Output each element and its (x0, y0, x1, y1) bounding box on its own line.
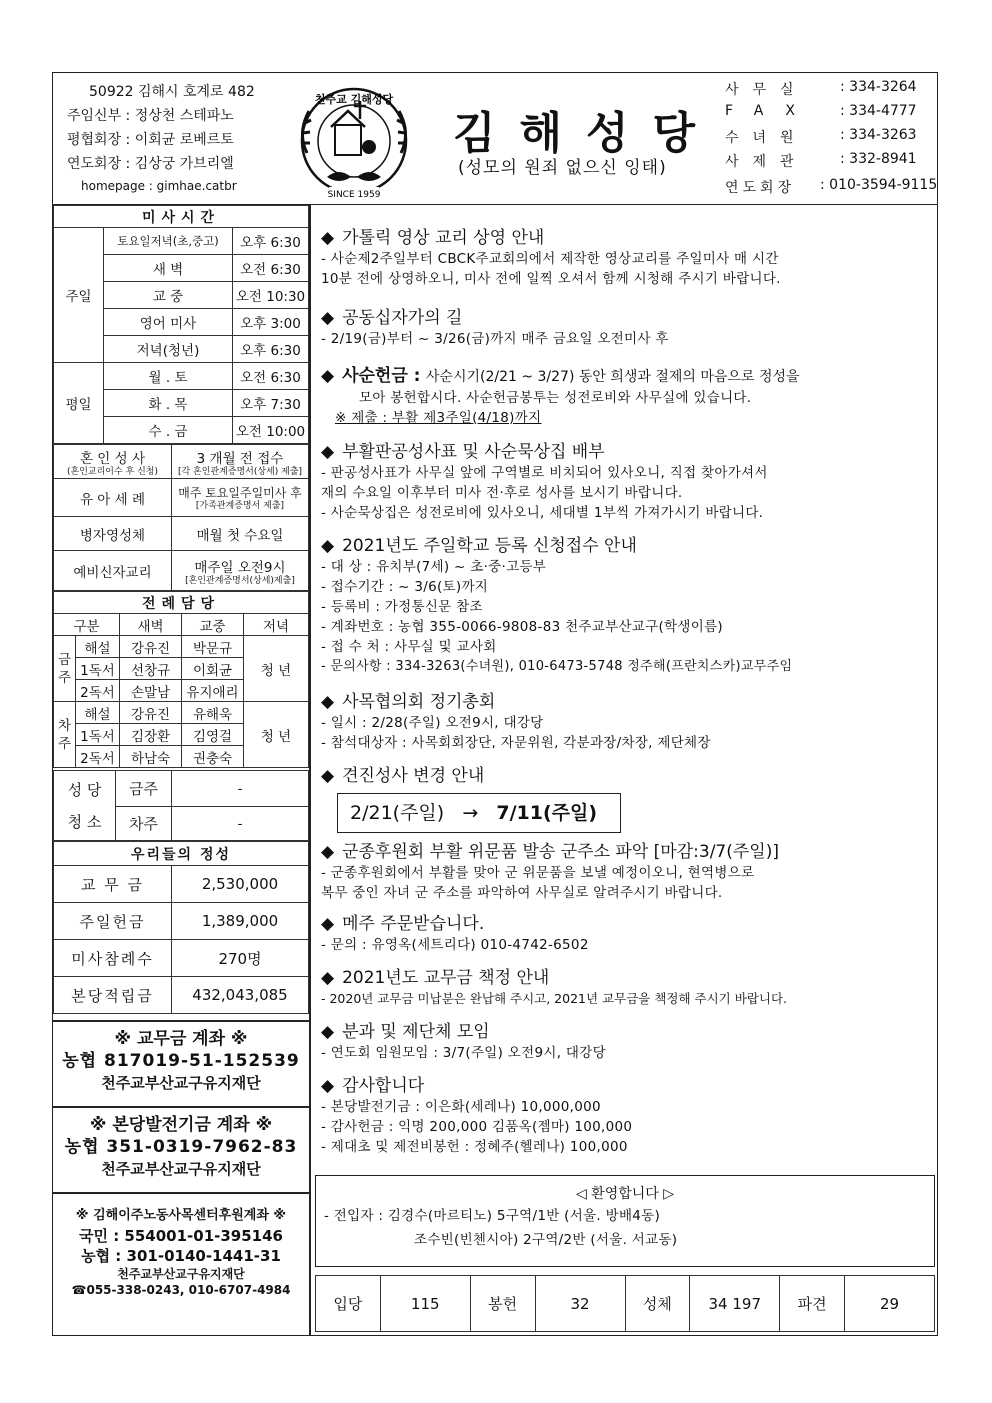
homepage: homepage : gimhae.catbr (81, 179, 237, 193)
seal-since: SINCE 1959 (327, 190, 381, 200)
confirmation-date-box: 2/21(주일) → 7/11(주일) (337, 793, 621, 833)
header (53, 73, 937, 205)
group-label: 차주 (54, 702, 76, 768)
notice-easter-confession: ◆ 부활판공성사표 및 사순묵상집 배부 - 판공성사표가 사무실 앞에 구역별로 비치되어 있사오니, 직접 찾아가셔서 재의 수요일 이후부터 미사 전·후로 성사를 보시기 바랍니다. - 사순묵상집은 성전로비에 있사오니, 세대별 1부씩 가져가시기 바랍니다. (321, 442, 768, 521)
reader-dawn: 손말남 (120, 680, 182, 702)
contact-fax: FAX : 334-4777 (725, 103, 917, 119)
account-title: ※ 교무금 계좌 ※ (114, 1029, 248, 1049)
mass-time: 오후 6:30 (233, 336, 309, 363)
labor-center-line: 농협 : 301-0140-1441-31 (81, 1247, 281, 1265)
liturgy-table (53, 591, 309, 768)
reader-main: 박문규 (182, 636, 244, 658)
offering-name: 교 무 금 (54, 866, 172, 903)
offering-name: 미사참례수 (54, 940, 172, 977)
sacrament-value: 매주일 오전9시 [혼인관계증명서(상세)제출] (172, 551, 309, 591)
diamond-icon: ◆ (321, 308, 335, 328)
mass-time: 오전 10:30 (233, 282, 309, 309)
col-header: 새벽 (120, 614, 182, 636)
stat-label: 파견 (780, 1276, 845, 1332)
contact-office: 사무실 : 334-3264 (725, 79, 917, 98)
notice-stations-of-cross: ◆ 공동십자가의 길 - 2/19(금)부터 ~ 3/26(금)까지 매주 금요일 오전미사 후 (321, 308, 669, 347)
mass-time: 오전 10:00 (233, 417, 309, 444)
account-number: 농협 817019-51-152539 (62, 1051, 300, 1071)
account-owner: 천주교부산교구유지재단 (101, 1160, 261, 1178)
stat-label: 성체 (625, 1276, 690, 1332)
account-title: ※ 본당발전기금 계좌 ※ (89, 1115, 273, 1135)
offering-value: 2,530,000 (172, 866, 309, 903)
mass-name: 토요일저녁(초,중고) (104, 228, 233, 255)
welcome-line: 조수빈(빈첸시아) 2구역/2반 (서울. 서교동) (414, 1232, 678, 1248)
diamond-icon: ◆ (321, 766, 335, 786)
parish-seal-icon (287, 83, 421, 201)
notice-confirmation: ◆ 견진성사 변경 안내 2/21(주일) → 7/11(주일) (321, 765, 933, 833)
sacraments-table (53, 444, 309, 591)
diamond-icon: ◆ (321, 1076, 335, 1096)
mass-name: 수 . 금 (104, 417, 233, 444)
stat-label: 봉헌 (470, 1276, 535, 1332)
welcome-line: - 전입자 : 김경수(마르티노) 5구역/1반 (서울. 방배4동) (324, 1208, 661, 1224)
stat-value: 32 (535, 1276, 625, 1332)
reader-main: 권충숙 (182, 746, 244, 768)
role: 2독서 (76, 746, 120, 768)
stat-label: 입당 (316, 1276, 381, 1332)
sacrament-name: 예비신자교리 (54, 551, 172, 591)
page-title: 김해성당 (453, 108, 720, 159)
mass-time: 오후 6:30 (233, 228, 309, 255)
notice-video-catechism: ◆ 가톨릭 영상 교리 상영 안내 - 사순제2주일부터 CBCK주교회의에서 제작한 영상교리를 주일미사 매 시간 10분 전에 상영하오니, 미사 전에 일찍 오셔서 함께 시청해 주시기 바랍니다. (321, 228, 781, 287)
reader-dawn: 하남숙 (120, 746, 182, 768)
reader-main: 이회균 (182, 658, 244, 680)
account-number: 농협 351-0319-7962-83 (64, 1137, 298, 1157)
labor-center-phone: ☎055-338-0243, 010-6707-4984 (71, 1283, 291, 1297)
mass-header: 미사시간 (54, 206, 309, 228)
sacrament-name: 병자영성체 (54, 517, 172, 551)
offering-name: 본당적립금 (54, 977, 172, 1014)
sacrament-value: 매주 토요일주일미사 후 [가족관계증명서 제출] (172, 479, 309, 517)
cleaning-label: 성 당 청 소 (54, 771, 116, 841)
welcome-title: ◁ 환영합니다 ▷ (575, 1186, 675, 1202)
labor-center-line: 천주교부산교구유지재단 (117, 1267, 245, 1281)
sacrament-name: 혼 인 성 사 (혼인교리이수 후 신청) (54, 445, 172, 479)
diamond-icon: ◆ (321, 968, 335, 988)
notice-dues: ◆ 2021년도 교무금 책정 안내 - 2020년 교무금 미납분은 완납해 주시고, 2021년 교무금을 책정해 주시기 바랍니다. (321, 968, 787, 1006)
page-subtitle: (성모의 원죄 없으신 잉태) (458, 158, 667, 178)
mass-name: 교 중 (104, 282, 233, 309)
mass-name: 저녁(청년) (104, 336, 233, 363)
account-owner: 천주교부산교구유지재단 (101, 1074, 261, 1092)
reader-dawn: 김장환 (120, 724, 182, 746)
offering-table (53, 841, 309, 1014)
sacrament-value: 3 개월 전 접수 [각 혼인관계증명서(상세) 제출] (172, 445, 309, 479)
reader-main: 유지애리 (182, 680, 244, 702)
weekday-label: 평일 (54, 363, 104, 444)
stat-value: 34 197 (690, 1276, 780, 1332)
notice-meju-order: ◆ 메주 주문받습니다. - 문의 : 유영옥(세트리다) 010-4742-6502 (321, 914, 589, 953)
stat-value: 115 (380, 1276, 470, 1332)
stats-table (315, 1275, 935, 1332)
sacrament-name: 유 아 세 례 (54, 479, 172, 517)
diamond-icon: ◆ (321, 442, 335, 462)
role: 해설 (76, 636, 120, 658)
reader-evening: 청 년 (244, 702, 309, 768)
offering-value: 270명 (172, 940, 309, 977)
sunday-label: 주일 (54, 228, 104, 363)
stat-value: 29 (845, 1276, 935, 1332)
offering-value: 432,043,085 (172, 977, 309, 1014)
mass-name: 월 . 토 (104, 363, 233, 390)
council-president: 평협회장 : 이회균 로베르토 (67, 132, 234, 148)
cleaning-next-week-value: - (172, 807, 309, 841)
diamond-icon: ◆ (321, 842, 335, 862)
role: 2독서 (76, 680, 120, 702)
notice-lent-offering: ◆ 사순헌금 : 사순시기(2/21 ~ 3/27) 동안 희생과 절제의 마음으로 정성을 모아 봉헌합시다. 사순헌금봉투는 성전로비와 사무실에 있습니다. ※ 제출 : 부활 제3주일(4/18)까지 (321, 366, 800, 426)
group-label: 금주 (54, 636, 76, 702)
notice-thanks: ◆ 감사합니다 - 본당발전기금 : 이은화(세레나) 10,000,000 - 감사헌금 : 익명 200,000 김품옥(젬마) 100,000 - 제대초 및 제전비봉헌 : 정혜주(헬레나) 100,000 (321, 1076, 633, 1155)
youth-president: 연도회장 : 김상궁 가브리엘 (67, 156, 234, 172)
col-header: 구분 (54, 614, 120, 636)
diamond-icon: ◆ (321, 536, 335, 556)
offering-value: 1,389,000 (172, 903, 309, 940)
role: 1독서 (76, 724, 120, 746)
diamond-icon: ◆ (321, 228, 335, 248)
contact-rectory: 사제관 : 332-8941 (725, 151, 917, 170)
mass-name: 화 . 목 (104, 390, 233, 417)
contact-convent: 수녀원 : 334-3263 (725, 127, 917, 146)
mass-time: 오전 6:30 (233, 255, 309, 282)
bulletin-page (52, 72, 938, 1336)
mass-schedule-table (53, 205, 309, 444)
cleaning-this-week-label: 금주 (116, 771, 172, 807)
account-box-1 (53, 1020, 309, 1100)
diamond-icon: ◆ (321, 366, 335, 386)
notice-sunday-school: ◆ 2021년도 주일학교 등록 신청접수 안내 - 대 상 : 유치부(7세) ~ 초·중·고등부 - 접수기간 : ~ 3/6(토)까지 - 등록비 : 가정통신문 참조 - 계좌번호 : 농협 355-0066-9808-83 천주교부산교구(학생이름) - 접 수 처 : 사무실 및 교사회 - 문의사항 : 334-3263(수녀원), 010-6473-5748 정주해(프란치스카)교무주임 (321, 536, 793, 674)
liturgy-header: 전례담당 (54, 592, 309, 614)
labor-center-line: 국민 : 554001-01-395146 (79, 1227, 283, 1245)
notices-column (313, 205, 937, 1336)
reader-dawn: 선창규 (120, 658, 182, 680)
reader-main: 유해욱 (182, 702, 244, 724)
cleaning-this-week-value: - (172, 771, 309, 807)
col-header: 교중 (182, 614, 244, 636)
mass-time: 오전 6:30 (233, 363, 309, 390)
reader-dawn: 강유진 (120, 702, 182, 724)
left-column (53, 205, 311, 1336)
diamond-icon: ◆ (321, 692, 335, 712)
notice-pastoral-council: ◆ 사목협의회 정기총회 - 일시 : 2/28(주일) 오전9시, 대강당 - 참석대상자 : 사목회회장단, 자문위원, 각분과장/차장, 제단체장 (321, 692, 711, 751)
notice-military-support: ◆ 군종후원회 부활 위문품 발송 군주소 파악 [마감:3/7(주일)] - 군종후원회에서 부활를 맞아 군 위문품을 보낼 예정이오니, 현역병으로 복무 중인 자녀 군 주소를 파악하여 사무실로 알려주시기 바랍니다. (321, 842, 779, 901)
role: 1독서 (76, 658, 120, 680)
offering-header: 우리들의 정성 (54, 842, 309, 866)
offering-name: 주일헌금 (54, 903, 172, 940)
contact-youth-president: 연도회장 : 010-3594-9115 (725, 177, 938, 196)
pastor: 주임신부 : 정상천 스테파노 (67, 108, 234, 124)
cleaning-next-week-label: 차주 (116, 807, 172, 841)
labor-center-box (53, 1192, 309, 1304)
mass-name: 새 벽 (104, 255, 233, 282)
seal-title: 천주교 김해성당 (314, 93, 394, 106)
labor-center-title: ※ 김해이주노동사목센터후원계좌 ※ (75, 1208, 287, 1223)
reader-evening: 청 년 (244, 636, 309, 702)
col-header: 저녁 (244, 614, 309, 636)
role: 해설 (76, 702, 120, 724)
reader-main: 김영걸 (182, 724, 244, 746)
address: 50922 김해시 호계로 482 (89, 84, 255, 100)
account-box-2 (53, 1106, 309, 1186)
diamond-icon: ◆ (321, 914, 335, 934)
cleaning-table (53, 770, 309, 841)
mass-time: 오후 7:30 (233, 390, 309, 417)
diamond-icon: ◆ (321, 1022, 335, 1042)
notice-group-meeting: ◆ 분과 및 제단체 모임 - 연도회 임원모임 : 3/7(주일) 오전9시, 대강당 (321, 1022, 606, 1061)
reader-dawn: 강유진 (120, 636, 182, 658)
mass-name: 영어 미사 (104, 309, 233, 336)
sacrament-value: 매월 첫 수요일 (172, 517, 309, 551)
mass-time: 오후 3:00 (233, 309, 309, 336)
welcome-box (315, 1175, 935, 1267)
